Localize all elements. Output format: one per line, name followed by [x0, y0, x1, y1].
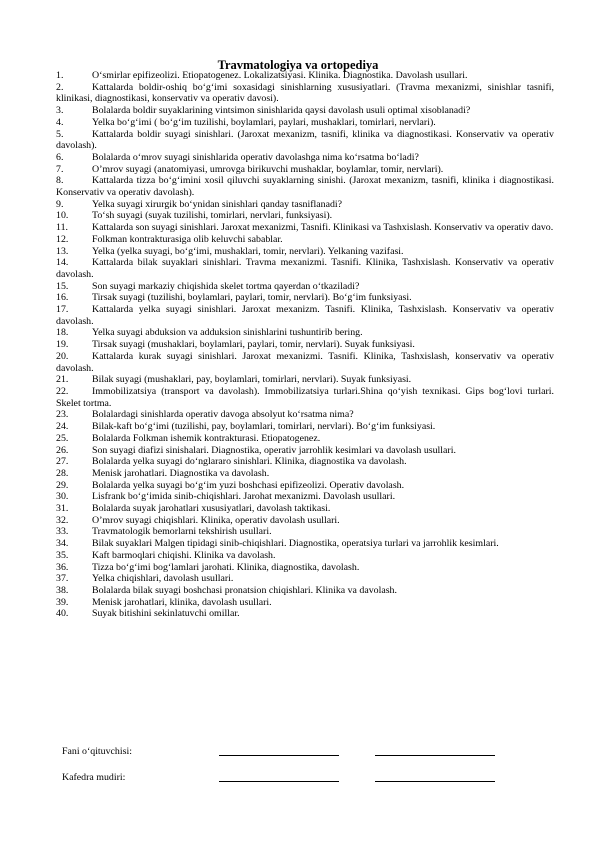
item-text: Kaft barmoqlari chiqishi. Klinika va davolash.: [92, 549, 276, 561]
item-text: Bilak suyaklari Malgen tipidagi sinib-chiqishlari. Diagnostika, operatsiya turlari va jarrohlik kesimlari.: [92, 538, 499, 550]
list-item: [56, 327, 554, 339]
item-number: 8.: [56, 175, 64, 187]
item-text: Lisfrank bo‘g‘imida sinib-chiqishlari. Jarohat mexanizmi. Davolash usullari.: [92, 491, 396, 503]
item-text: Bilak suyagi (mushaklari, pay, boylamlari, tomirlari, nervlari). Suyak funksiyasi.: [92, 374, 412, 386]
list-item: [56, 585, 554, 597]
item-text: Bolalarda suyak jarohatlari xususiyatlari, davolash taktikasi.: [92, 503, 331, 515]
item-number: 31.: [56, 503, 69, 515]
list-item: [56, 515, 554, 527]
item-number: 15.: [56, 280, 69, 292]
list-item: [56, 246, 554, 258]
item-number: 10.: [56, 210, 69, 222]
list-item: [56, 597, 554, 609]
item-number: 7.: [56, 163, 64, 175]
item-number: 12.: [56, 233, 69, 245]
head-name-line: [375, 781, 495, 782]
item-text: Bolalarda boldir suyaklarining vintsimon sinishlarida qaysi davolash usuli optimal xisoblanadi?: [92, 105, 471, 117]
item-number: 36.: [56, 561, 69, 573]
item-number: 18.: [56, 327, 69, 339]
item-text: Yelka suyagi xirurgik bo‘ynidan sinishlari qanday tasniflanadi?: [92, 198, 343, 210]
item-number: 34.: [56, 538, 69, 550]
item-number: 27.: [56, 456, 69, 468]
item-number: 3.: [56, 105, 64, 117]
list-item: [56, 480, 554, 492]
item-number: 39.: [56, 596, 69, 608]
item-number: 37.: [56, 573, 69, 585]
item-number: 9.: [56, 198, 64, 210]
item-text: Menisk jarohatlari, klinika, davolash usullari.: [92, 596, 272, 608]
item-number: 21.: [56, 374, 69, 386]
item-number: 22.: [56, 385, 69, 397]
item-text: O‘smirlar epifizeolizi. Etiopatogenez. Lokalizatsiyasi. Klinika. Diagnostika. Davolash usullari.: [92, 70, 468, 81]
list-item: [56, 503, 554, 515]
list-item: [56, 445, 554, 457]
list-item: [56, 152, 554, 164]
item-number: 6.: [56, 151, 64, 163]
item-number: 24.: [56, 421, 69, 433]
item-text: Kattalarda boldir-oshiq bo‘g‘imi soxasidagi sinishlarning xususiyatlari. (Travma mexanizmi, sinishlar tasnifi, klinikasi, diagnostikasi, konservativ va operativ davosi).: [56, 81, 554, 105]
list-item: [56, 491, 554, 503]
item-text: Menisk jarohatlari. Diagnostika va davolash.: [92, 467, 270, 479]
item-number: 5.: [56, 128, 64, 140]
item-number: 23.: [56, 409, 69, 421]
item-number: 35.: [56, 549, 69, 561]
item-text: Folkman kontrakturasiga olib keluvchi sabablar.: [92, 233, 283, 245]
list-item: [56, 550, 554, 562]
item-text: Bolalarda o‘mrov suyagi sinishlarida operativ davolashga nima ko‘rsatma bo‘ladi?: [92, 151, 419, 163]
item-text: Bilak-kaft bo‘g‘imi (tuzilishi, pay, boylamlari, tomirlari, nervlari). Bo‘g‘im funksiyasi.: [92, 421, 436, 433]
list-item: [56, 456, 554, 468]
item-text: Kattalarda tizza bo‘g‘imini xosil qiluvchi suyaklarning sinishi. (Jaroxat mexanizm, tasnifi, klinika i diagnostikasi. Konservativ va operativ davolash).: [56, 175, 554, 199]
item-number: 26.: [56, 444, 69, 456]
item-text: Kattalarda kurak suyagi sinishlari. Jaroxat mexanizmi. Tasnifi. Klinika, Tashxislash, konservativ va operativ davolash.: [56, 350, 554, 374]
list-item: [56, 468, 554, 480]
item-text: Son suyagi markaziy chiqishida skelet tortma qayerdan o‘tkaziladi?: [92, 280, 360, 292]
list-item: [56, 433, 554, 445]
item-number: 19.: [56, 339, 69, 351]
item-text: O’mrov suyagi (anatomiyasi, umrovga birikuvchi mushaklar, boylamlar, tomir, nervlari).: [92, 163, 444, 175]
list-item: [56, 70, 554, 82]
list-item: [56, 562, 554, 574]
list-item: [56, 292, 554, 304]
item-text: Yelka bo‘g‘imi ( bo‘g‘im tuzilishi, boylamlari, paylari, mushaklari, tomirlari, nervlari).: [92, 116, 436, 128]
list-item: [56, 526, 554, 538]
item-text: Travmatologik bemorlarni tekshirish usullari.: [92, 526, 272, 538]
item-text: Tirsak suyagi (mushaklari, boylamlari, paylari, tomir, nervlari). Suyak funksiyasi.: [92, 339, 415, 351]
item-number: 20.: [56, 350, 69, 362]
item-number: 13.: [56, 245, 69, 257]
list-item: [56, 257, 554, 280]
item-text: To‘sh suyagi (suyak tuzilishi, tomirlari, nervlari, funksiyasi).: [92, 210, 333, 222]
list-item: [56, 199, 554, 211]
list-item: [56, 421, 554, 433]
head-label: Kafedra mudiri:: [62, 772, 126, 783]
list-item: [56, 117, 554, 129]
item-text: Yelka (yelka suyagi, bo‘g‘imi, mushaklari, tomir, nervlari). Yelkaning vazifasi.: [92, 245, 404, 257]
item-text: O’mrov suyagi chiqishlari. Klinika, operativ davolash usullari.: [92, 514, 340, 526]
list-item: [56, 82, 554, 105]
page-title: Travmatologiya va ortopediya: [217, 58, 379, 72]
item-number: 11.: [56, 222, 68, 234]
head-signature-line: [219, 781, 339, 782]
item-text: Kattalarda boldir suyagi sinishlari. (Jaroxat mexanizm, tasnifi, klinika va diagnostikasi. Konservativ va operativ davolash).: [56, 128, 554, 152]
question-list: [56, 70, 554, 620]
item-number: 29.: [56, 479, 69, 491]
list-item: [56, 409, 554, 421]
list-item: [56, 351, 554, 374]
item-text: Tizza bo‘g‘imi bog‘lamlari jarohati. Klinika, diagnostika, davolash.: [92, 561, 360, 573]
item-text: Kattalarda son suyagi sinishlari. Jaroxat mexanizmi, Tasnifi. Klinikasi va Tashxislash. Konservativ va operativ davo.: [92, 222, 554, 234]
item-text: Kattalarda bilak suyaklari sinishlari. Travma mexanizmi. Tasnifi. Klinika, Tashxislash. Konservativ va operativ davolash.: [56, 257, 554, 280]
list-item: [56, 222, 554, 234]
item-text: Bolalarda yelka suyagi bo‘g‘im yuzi boshchasi epifizeolizi. Operativ davolash.: [92, 479, 405, 491]
list-item: [56, 573, 554, 585]
item-text: Bolalarda yelka suyagi do‘nglararo sinishlari. Klinika, diagnostika va davolash.: [92, 456, 407, 468]
item-number: 32.: [56, 514, 69, 526]
item-number: 2.: [56, 81, 64, 93]
item-number: 14.: [56, 257, 69, 269]
item-text: Yelka chiqishlari, davolash usullari.: [92, 573, 234, 585]
item-number: 40.: [56, 608, 69, 620]
list-item: [56, 175, 554, 198]
list-item: [56, 234, 554, 246]
item-text: Kattalarda yelka suyagi sinishlari. Jaroxat mexanizm. Tasnifi. Klinika, Tashxislash. Konservativ va operativ davolash.: [56, 304, 554, 327]
item-number: 28.: [56, 467, 69, 479]
item-number: 38.: [56, 584, 69, 596]
teacher-name-line: [375, 755, 495, 756]
list-item: [56, 105, 554, 117]
item-text: Immobilizatsiya (transport va davolash). Immobilizatsiya turlari.Shina qo‘yish texnikasi. Gips bog‘lovi turlari. Skelet tortma.: [56, 385, 554, 409]
item-text: Bolalarda Folkman ishemik kontrakturasi. Etiopatogenez.: [92, 432, 321, 444]
list-item: [56, 304, 554, 327]
item-number: 25.: [56, 432, 69, 444]
list-item: [56, 281, 554, 293]
list-item: [56, 339, 554, 351]
list-item: [56, 608, 554, 620]
item-number: 30.: [56, 491, 69, 503]
item-number: 1.: [56, 70, 64, 81]
item-text: Son suyagi diafizi sinishalari. Diagnostika, operativ jarrohlik kesimlari va davolash usullari.: [92, 444, 456, 456]
list-item: [56, 374, 554, 386]
item-number: 16.: [56, 292, 69, 304]
item-number: 33.: [56, 526, 69, 538]
list-item: [56, 164, 554, 176]
list-item: [56, 386, 554, 409]
list-item: [56, 129, 554, 152]
teacher-label: Fani o‘qituvchisi:: [62, 746, 132, 757]
item-number: 4.: [56, 116, 64, 128]
item-text: Suyak bitishini sekinlatuvchi omillar.: [92, 608, 240, 620]
item-text: Yelka suyagi abduksion va adduksion sinishlarini tushuntirib bering.: [92, 327, 363, 339]
item-text: Bolalarda bilak suyagi boshchasi pronatsion chiqishlari. Klinika va davolash.: [92, 584, 397, 596]
list-item: [56, 210, 554, 222]
list-item: [56, 538, 554, 550]
item-text: Bolalardagi sinishlarda operativ davoga absolyut ko‘rsatma nima?: [92, 409, 354, 421]
item-number: 17.: [56, 304, 69, 316]
teacher-signature-line: [219, 755, 339, 756]
item-text: Tirsak suyagi (tuzilishi, boylamlari, paylari, tomir, nervlari). Bo‘g‘im funksiyasi.: [92, 292, 412, 304]
